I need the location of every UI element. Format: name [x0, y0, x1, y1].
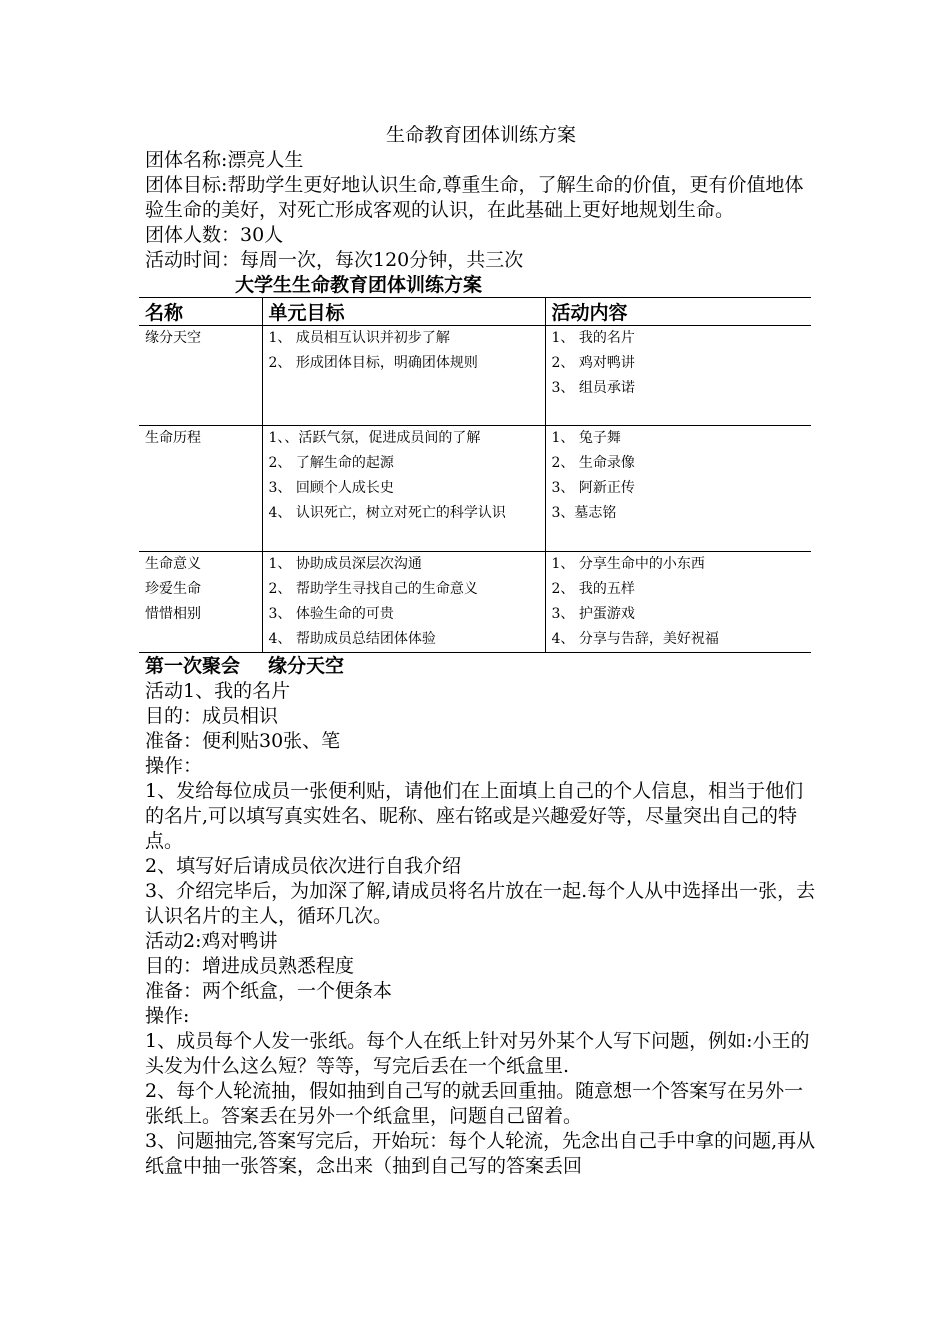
cell-line: 3、 体验生命的可贵	[268, 606, 394, 622]
paragraph: 1、成员每个人发一张纸。每个人在纸上针对另外某个人写下问题，例如:小王的头发为什么这么短？等等，写完后丢在一个纸盒里.	[145, 1030, 810, 1077]
header-activity: 活动内容	[545, 298, 811, 326]
cell-line: 1、、活跃气氛，促进成员间的了解	[268, 430, 481, 446]
group-goal: 团体目标:帮助学生更好地认识生命,尊重生命，了解生命的价值，更有价值地体验生命的美好，对死亡形成客观的认识，在此基础上更好地规划生命。	[145, 174, 804, 221]
cell-line: 3、 回顾个人成长史	[268, 480, 394, 496]
paragraph: 活动2:鸡对鸭讲	[145, 930, 278, 952]
cell-line: 3、 护蛋游戏	[551, 606, 635, 622]
table-row	[139, 552, 811, 653]
cell-activities	[545, 552, 811, 653]
cell-line: 3、 阿新正传	[551, 480, 635, 496]
cell-line: 2、 形成团体目标，明确团体规则	[268, 355, 478, 371]
cell-line: 缘分天空	[145, 330, 201, 346]
header-goal: 单元目标	[262, 298, 545, 326]
paragraph: 目的：成员相识	[145, 705, 279, 727]
activity-time: 活动时间：每周一次，每次120分钟，共三次	[145, 249, 524, 271]
cell-goals	[262, 552, 545, 653]
document-title: 生命教育团体训练方案	[385, 124, 576, 146]
cell-line: 1、 分享生命中的小东西	[551, 556, 705, 572]
paragraph: 3、介绍完毕后，为加深了解,请成员将名片放在一起.每个人从中选择出一张，去认识名片的主人，循环几次。	[145, 880, 816, 927]
cell-line: 1、 我的名片	[551, 330, 635, 346]
cell-line: 珍爱生命	[145, 581, 201, 597]
paragraph: 3、问题抽完,答案写完后，开始玩：每个人轮流，先念出自己手中拿的问题,再从纸盒中抽一张答案，念出来（抽到自己写的答案丢回	[145, 1130, 816, 1177]
paragraph: 1、发给每位成员一张便利贴，请他们在上面填上自己的个人信息，相当于他们的名片,可以填写真实姓名、昵称、座右铭或是兴趣爱好等，尽量突出自己的特点。	[145, 780, 804, 852]
paragraph: 活动1、我的名片	[145, 680, 291, 702]
cell-line: 生命历程	[145, 430, 201, 446]
cell-line: 2、 了解生命的起源	[268, 455, 394, 471]
document-page	[145, 118, 817, 1179]
cell-activities	[545, 426, 811, 552]
cell-line: 惜惜相别	[145, 606, 201, 622]
cell-line: 2、 我的五样	[551, 581, 635, 597]
cell-goals	[262, 426, 545, 552]
cell-name	[139, 552, 262, 653]
paragraph: 操作:	[145, 1005, 190, 1027]
cell-line: 1、 成员相互认识并初步了解	[268, 330, 450, 346]
table-row	[139, 426, 811, 552]
cell-line: 3、 组员承诺	[551, 380, 635, 396]
cell-line: 1、 兔子舞	[551, 430, 621, 446]
cell-line: 2、 生命录像	[551, 455, 635, 471]
table-title: 大学生生命教育团体训练方案	[235, 274, 483, 296]
session-heading	[145, 653, 817, 679]
cell-line: 生命意义	[145, 556, 201, 572]
cell-line: 2、 帮助学生寻找自己的生命意义	[268, 581, 478, 597]
cell-name	[139, 326, 262, 426]
group-size: 团体人数：30人	[145, 224, 284, 246]
cell-line: 2、 鸡对鸭讲	[551, 355, 635, 371]
cell-line: 1、 协助成员深层次沟通	[268, 556, 422, 572]
paragraph: 目的：增进成员熟悉程度	[145, 955, 355, 977]
table-row	[139, 326, 811, 426]
cell-line: 4、 帮助成员总结团体体验	[268, 631, 436, 647]
header-name: 名称	[139, 298, 262, 326]
group-name: 团体名称:漂亮人生	[145, 149, 304, 171]
cell-activities	[545, 326, 811, 426]
cell-line: 4、 认识死亡，树立对死亡的科学认识	[268, 505, 506, 521]
paragraph: 准备：两个纸盒，一个便条本	[145, 980, 393, 1002]
cell-name	[139, 426, 262, 552]
paragraph: 准备：便利贴30张、笔	[145, 730, 341, 752]
session-heading-number: 第一次聚会	[145, 655, 241, 677]
paragraph: 2、填写好后请成员依次进行自我介绍	[145, 855, 462, 877]
cell-line: 4、 分享与告辞，美好祝福	[551, 631, 719, 647]
cell-goals	[262, 326, 545, 426]
session-heading-theme: 缘分天空	[268, 655, 345, 677]
cell-line: 3、墓志铭	[551, 505, 617, 521]
paragraph: 操作：	[145, 755, 203, 777]
plan-table	[139, 297, 811, 653]
paragraph: 2、每个人轮流抽，假如抽到自己写的就丢回重抽。随意想一个答案写在另外一张纸上。答案丢在另外一个纸盒里，问题自己留着。	[145, 1080, 804, 1127]
table-header-row	[139, 298, 811, 326]
